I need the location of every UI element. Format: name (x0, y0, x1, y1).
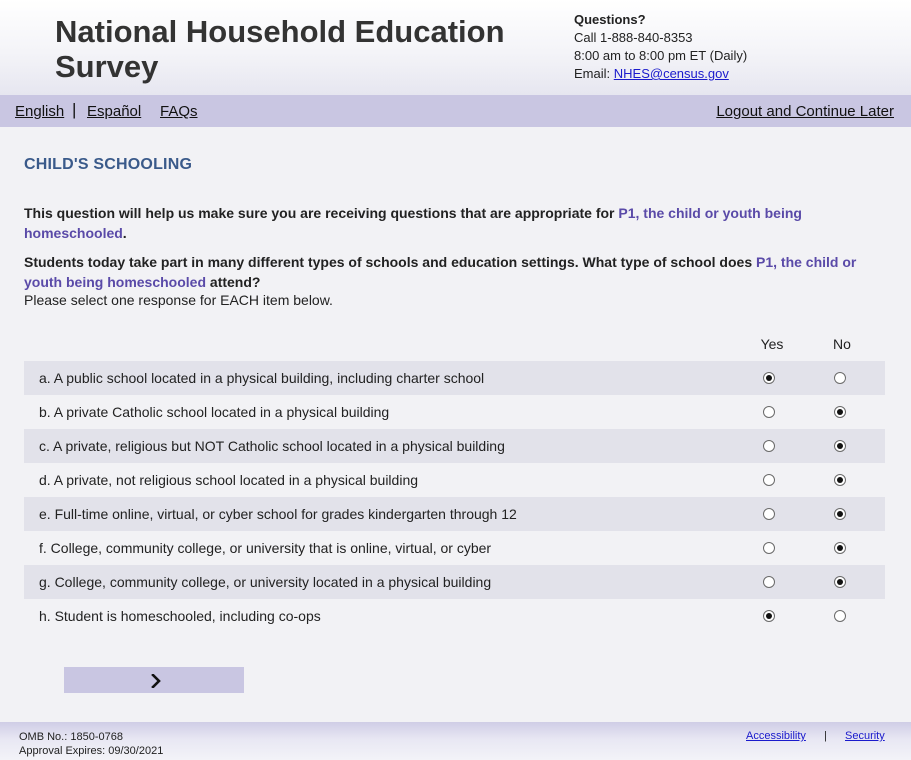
instruction-text: Please select one response for EACH item below. (24, 292, 333, 308)
nav-separator: | (72, 100, 77, 119)
question-row (24, 463, 885, 497)
contact-email-label: Email: (574, 66, 611, 81)
yes-radio[interactable] (763, 406, 775, 418)
question-text-after: attend? (206, 274, 261, 290)
yes-radio[interactable] (763, 542, 775, 554)
yes-radio[interactable] (763, 474, 775, 486)
question-text-before: Students today take part in many different types of schools and education settings. What type of school does (24, 254, 756, 270)
contact-heading: Questions? (574, 12, 646, 27)
security-link[interactable]: Security (845, 730, 885, 742)
contact-info (574, 11, 747, 83)
question-row-label: g. College, community college, or university located in a physical building (39, 574, 492, 590)
column-header-yes: Yes (760, 336, 784, 352)
yes-radio[interactable] (763, 576, 775, 588)
omb-number: OMB No.: 1850-0768 (19, 731, 123, 743)
chevron-right-icon (150, 674, 162, 688)
intro-text (24, 203, 874, 243)
question-row-label: a. A public school located in a physical building, including charter school (39, 370, 485, 386)
no-radio[interactable] (834, 440, 846, 452)
intro-highlight: P1, the child or youth being homeschooled (24, 205, 802, 241)
question-row-label: c. A private, religious but NOT Catholic school located in a physical building (39, 438, 505, 454)
question-row (24, 531, 885, 565)
question-row-label: d. A private, not religious school located in a physical building (39, 472, 419, 488)
yes-radio[interactable] (763, 508, 775, 520)
nav-bar (0, 95, 911, 127)
accessibility-link[interactable]: Accessibility (746, 730, 806, 742)
contact-email-line (574, 65, 747, 83)
question-row-label: b. A private Catholic school located in a physical building (39, 404, 390, 420)
no-radio[interactable] (834, 542, 846, 554)
no-radio[interactable] (834, 474, 846, 486)
nav-espanol-link[interactable]: Español (87, 103, 142, 120)
yes-radio[interactable] (763, 372, 775, 384)
no-radio[interactable] (834, 508, 846, 520)
contact-hours: 8:00 am to 8:00 pm ET (Daily) (574, 48, 748, 63)
section-title: CHILD'S SCHOOLING (24, 156, 193, 173)
nav-faqs-link[interactable]: FAQs (160, 103, 198, 120)
next-button[interactable] (64, 667, 244, 693)
yes-radio[interactable] (763, 440, 775, 452)
no-radio[interactable] (834, 610, 846, 622)
question-row (24, 429, 885, 463)
question-row (24, 395, 885, 429)
question-row-label: h. Student is homeschooled, including co-ops (39, 608, 321, 624)
site-footer (0, 722, 911, 760)
approval-expires: Approval Expires: 09/30/2021 (19, 745, 164, 757)
question-row (24, 599, 885, 633)
contact-email-link[interactable]: NHES@census.gov (613, 66, 729, 81)
question-text (24, 252, 874, 292)
no-radio[interactable] (834, 406, 846, 418)
column-header-no: No (833, 336, 851, 352)
question-row-label: f. College, community college, or university that is online, virtual, or cyber (39, 540, 492, 556)
omb-info (19, 730, 163, 758)
site-title: National Household Education Survey (55, 14, 505, 84)
question-row (24, 361, 885, 395)
question-row (24, 497, 885, 531)
site-header (0, 0, 911, 95)
yes-radio[interactable] (763, 610, 775, 622)
logout-link[interactable]: Logout and Continue Later (716, 103, 894, 120)
footer-separator: | (824, 730, 827, 742)
question-row-label: e. Full-time online, virtual, or cyber school for grades kindergarten through 12 (39, 506, 517, 522)
question-row (24, 565, 885, 599)
no-radio[interactable] (834, 576, 846, 588)
contact-phone: Call 1-888-840-8353 (574, 30, 693, 45)
intro-text-before: This question will help us make sure you are receiving questions that are appropriate for (24, 205, 619, 221)
question-highlight: P1, the child or youth being homeschooled (24, 254, 857, 290)
nav-english-link[interactable]: English (15, 103, 65, 120)
no-radio[interactable] (834, 372, 846, 384)
intro-text-after: . (122, 225, 127, 241)
